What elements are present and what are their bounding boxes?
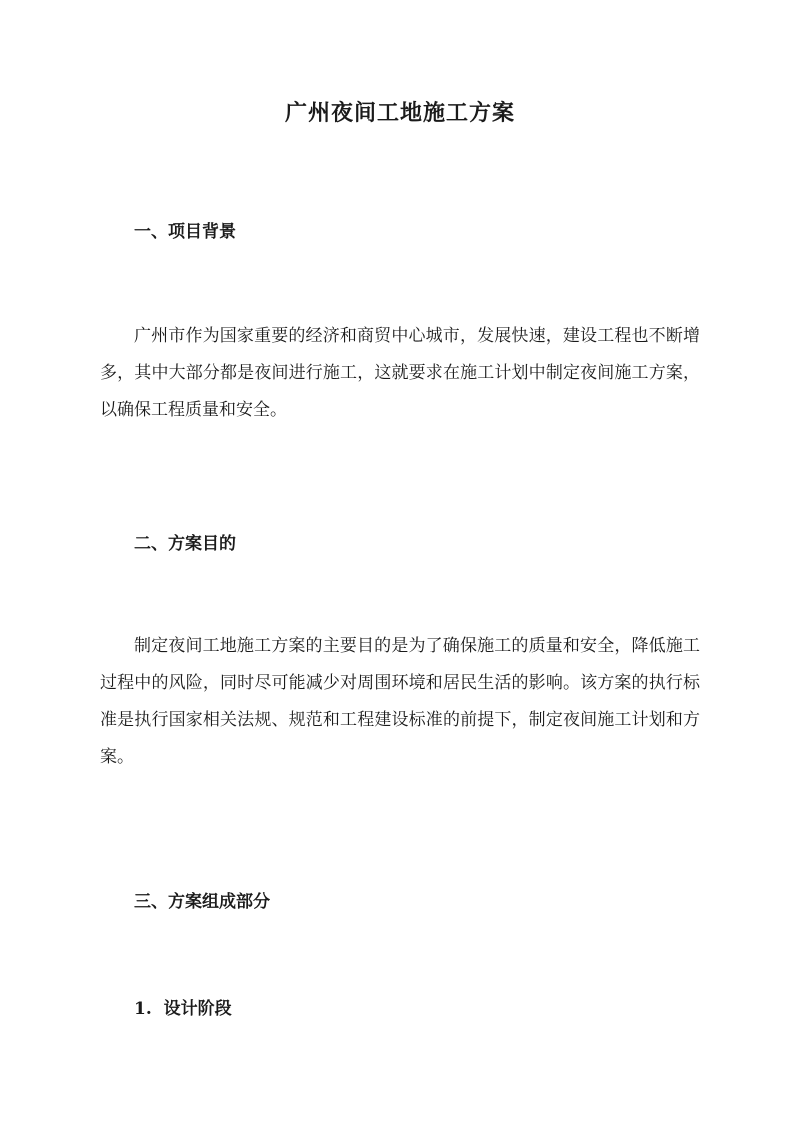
section-heading-background: 一、项目背景 (134, 222, 236, 242)
section-heading-purpose: 二、方案目的 (134, 534, 236, 554)
document-title: 广州夜间工地施工方案 (284, 100, 515, 126)
section-paragraph-purpose: 制定夜间工地施工方案的主要目的是为了确保施工的质量和安全，降低施工过程中的风险，同时尽可能减少对周围环境和居民生活的影响。该方案的执行标准是执行国家相关法规、规范和工程建设标准的前提下，制定夜间施工计划和方案。 (100, 636, 700, 767)
section-heading-components: 三、方案组成部分 (134, 892, 270, 912)
section-paragraph-background: 广州市作为国家重要的经济和商贸中心城市，发展快速，建设工程也不断增多，其中大部分都是夜间进行施工，这就要求在施工计划中制定夜间施工方案，以确保工程质量和安全。 (100, 326, 700, 420)
subsection-heading-design-phase: 1. 设计阶段 (134, 999, 232, 1019)
